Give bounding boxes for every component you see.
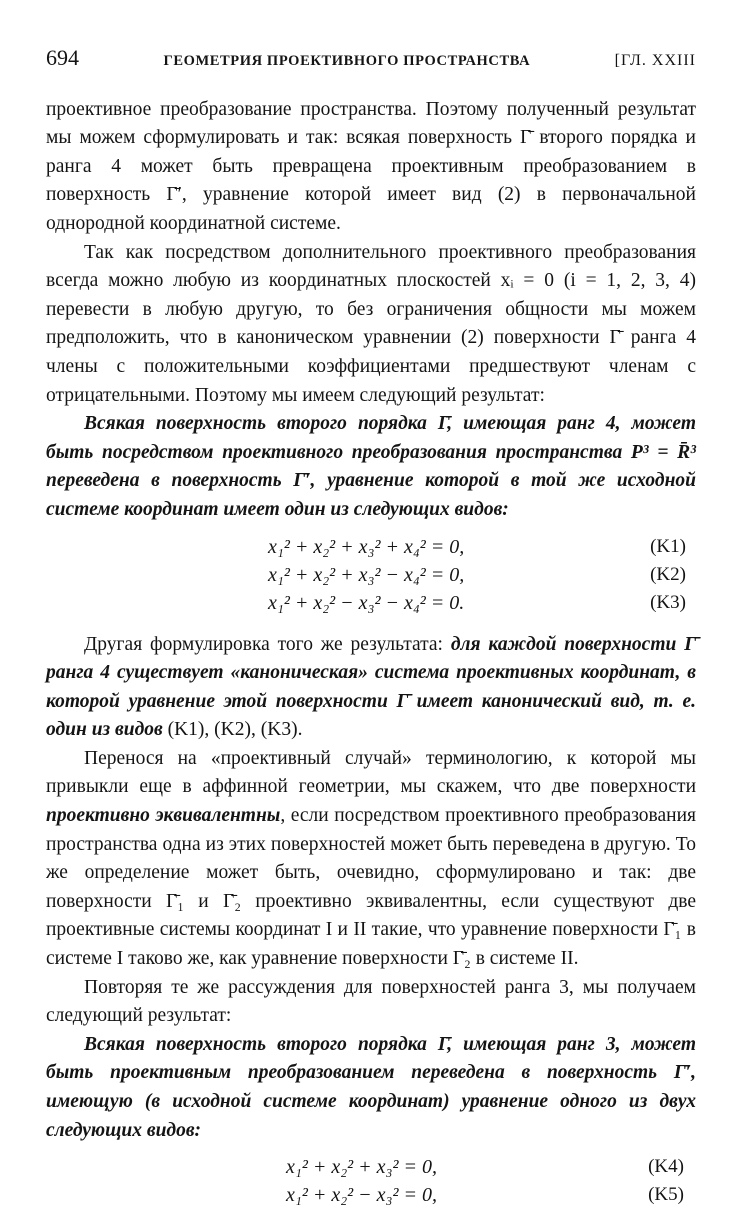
equation-label: (K2) xyxy=(650,563,686,585)
theorem-rank-4: Всякая поверхность второго порядка Γ̄, имеющая ранг 4, может быть посредством проективного преобразования пространства P³ = R̄³ переведена в поверхность Γ̄′, уравнение которой в той же исходной системе координат имеет один из следующих видов: xyxy=(46,413,696,520)
equation-row xyxy=(46,1153,696,1181)
paragraph-3 xyxy=(46,631,696,745)
equations-rank-4 xyxy=(46,533,696,617)
equations-rank-3 xyxy=(46,1153,696,1209)
equation-formula: x₁² + x₂² − x₃² − x₄² = 0. xyxy=(268,591,465,614)
paragraph-4 xyxy=(46,745,696,974)
equation-row xyxy=(46,533,696,561)
equation-label: (K4) xyxy=(648,1156,684,1178)
paragraph-4-tail: , если посредством проективного преобразования пространства одна из этих поверхностей может быть переведена в другую. То же определение может быть, очевидно, сформулировано и так: две поверхности Γ̄₁ и Γ̄₂ проективно эквивалентны, если существуют две проективные системы координат I и II такие, что уравнение поверхности Γ̄₁ в системе I таково же, как уравнение поверхности Γ̄₂ в системе II. xyxy=(46,805,696,970)
running-title: ГЕОМЕТРИЯ ПРОЕКТИВНОГО ПРОСТРАНСТВА xyxy=(163,53,531,69)
equation-formula: x₁² + x₂² + x₃² − x₄² = 0, xyxy=(268,563,465,586)
paragraph-3-emphasis: для каждой поверхности Γ̄ ранга 4 существует «каноническая» система проективных координат, в которой уравнение этой поверхности Γ̄ имеет канонический вид, т. е. один из видов xyxy=(46,633,696,741)
chapter-reference: [ГЛ. XXIII xyxy=(614,52,696,69)
paragraph-3-text: Другая формулировка того же результата: xyxy=(84,633,451,655)
paragraph-3-tail: (K1), (K2), (K3). xyxy=(162,719,303,741)
equation-label: (K3) xyxy=(650,591,686,613)
equation-row xyxy=(46,561,696,589)
equation-row xyxy=(46,1181,696,1209)
equation-label: (K1) xyxy=(650,535,686,557)
theorem-rank-3: Всякая поверхность второго порядка Γ̄, имеющая ранг 3, может быть проективным преобразованием переведена в поверхность Γ̄′, имеющую (в исходной системе координат) уравнение одного из двух следующих видов: xyxy=(46,1033,696,1141)
equation-label: (K5) xyxy=(648,1184,684,1206)
equation-row xyxy=(46,589,696,617)
equation-formula: x₁² + x₂² + x₃² + x₄² = 0, xyxy=(268,535,465,558)
paragraph-5: Повторяя те же рассуждения для поверхностей ранга 3, мы получаем следующий результат: xyxy=(46,976,696,1027)
page-number: 694 xyxy=(46,45,79,70)
paragraph-4-text: Перенося на «проективный случай» терминологию, к которой мы привыкли еще в аффинной геометрии, мы скажем, что две поверхности xyxy=(46,747,696,798)
paragraph-4-emphasis: проективно эквивалентны xyxy=(46,805,281,827)
paragraph-1: проективное преобразование пространства. Поэтому полученный результат мы можем сформулировать и так: всякая поверхность Γ̄ второго порядка и ранга 4 может быть превращена проективным преобразованием в поверхность Γ̄′, уравнение которой имеет вид (2) в первоначальной однородной координатной системе. xyxy=(46,98,696,234)
running-head xyxy=(46,44,696,76)
equation-formula: x₁² + x₂² + x₃² = 0, xyxy=(286,1156,437,1179)
paragraph-2: Так как посредством дополнительного проективного преобразования всегда можно любую из координатных плоскостей xᵢ = 0 (i = 1, 2, 3, 4) перевести в любую другую, то без ограничения общности мы можем предположить, что в каноническом уравнении (2) поверхности Γ̄ ранга 4 члены с положительными коэффициентами предшествуют членам с отрицательными. Поэтому мы имеем следующий результат: xyxy=(46,241,696,406)
equation-formula: x₁² + x₂² − x₃² = 0, xyxy=(286,1184,437,1207)
